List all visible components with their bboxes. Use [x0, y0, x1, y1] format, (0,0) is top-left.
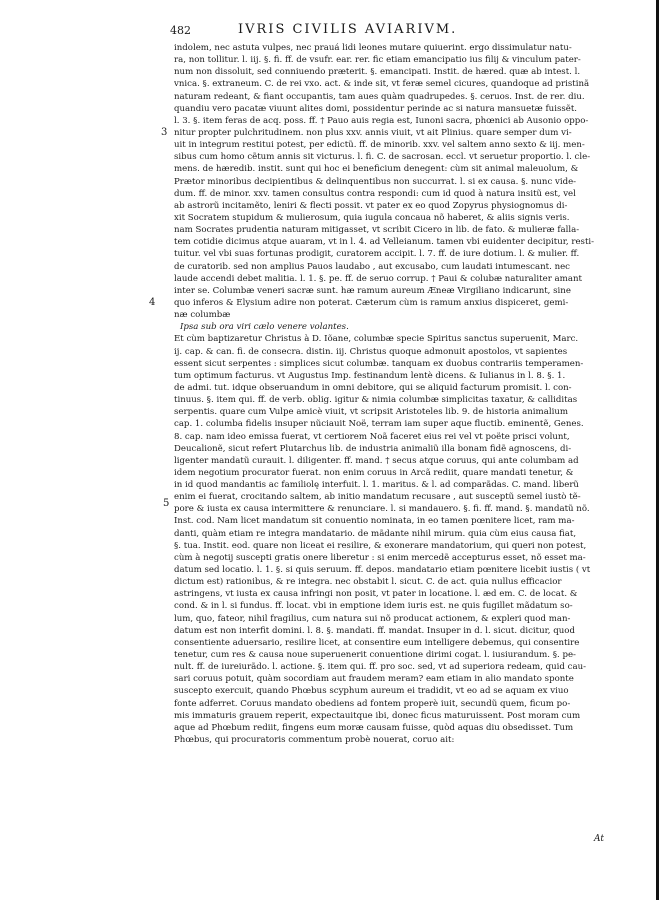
- page-number: 482: [170, 24, 191, 37]
- body-line: cùm à negotij suscepti gratis onere liberetur : si enim mercedẽ accepturus esset, nõ esset ma-: [174, 552, 586, 563]
- body-line: xit Socratem stupidum & mulierosum, quia iugula concaua nõ haberet, & aliis signis veris.: [174, 212, 570, 223]
- body-line: Et cùm baptizaretur Christus à D. Iõane, columbæ specie Spiritus sanctus superuenit, Marc.: [174, 334, 579, 345]
- body-line: num non dissoluit, sed conniuendo præterit. §. emancipati. Instit. de hæred. quæ ab intest. l.: [174, 67, 581, 78]
- body-line: 8. cap. nam ideo emissa fuerat, vt certiorem Noã faceret eius rei vel vt poëte prisci volunt,: [174, 431, 570, 442]
- body-line: danti, quàm etiam re integra mandatario. de mãdante nihil mirum. quia cùm eius causa fiat,: [174, 528, 577, 539]
- body-line: suscepto exercuit, quando Phœbus scyphum aureum ei tradidit, vt eo ad se aquam ex viuo: [174, 686, 569, 697]
- body-line: astringens, vt iusta ex causa infringi non posit, vt pater in locatione. l. æd em. C. de locat. &: [174, 589, 578, 600]
- catchword: At: [594, 834, 604, 844]
- body-line: sibus cum homo cẽtum annis sit victurus. l. fi. C. de sacrosan. eccl. vt seruetur proportio. l. cle-: [174, 152, 591, 163]
- body-line: essent sicut serpentes : simplices sicut columbæ. tanquam ex duobus contrariis temperamen-: [174, 358, 584, 369]
- body-line: cond. & in l. si fundus. ff. locat. vbi in emptione idem iuris est. ne quis fugillet mãdatum so-: [174, 601, 573, 612]
- body-line: aque ad Phœbum rediit, fingens eum moræ causam fuisse, quòd aquas diu obsedisset. Tum: [174, 722, 574, 733]
- body-line: nam Socrates prudentia naturam mitigasset, vt scribit Cicero in lib. de fato. & mulieræ falla-: [174, 225, 580, 236]
- verse-quotation: Ipsa sub ora viri cælo venere volantes.: [180, 322, 349, 333]
- body-line: tinuus. §. item qui. ff. de verb. oblig. igitur & nimia columbæ simplicitas taxatur, & calliditas: [174, 395, 578, 406]
- body-line: sari coruus potuit, quàm socordiam aut fraudem meram? eam etiam in alio mandato sponte: [174, 674, 574, 685]
- body-line: ligenter mandatũ curauit. l. diligenter. ff. mand. † secus atque coruus, qui ante columbam ad: [174, 455, 579, 466]
- margin-note-4: 4: [149, 297, 156, 308]
- body-line: nitur propter pulchritudinem. non plus xxv. annis viuit, vt ait Plinius. quare semper dum vi-: [174, 127, 572, 138]
- margin-note-5: 5: [163, 498, 170, 509]
- body-line: consentiente aduersario, resilire licet, at consentire eum intelligere debemus, qui consentire: [174, 637, 580, 648]
- body-line: uit in integrum restitui potest, per edictũ. ff. de minorib. xxv. vel saltem anno sexto & iij. men-: [174, 140, 585, 151]
- body-line: in id quod mandantis ac familiolę interfuit. l. 1. maritus. & l. ad comparãdas. C. mand. liberũ: [174, 480, 579, 491]
- body-line: Deucalionẽ, sicut refert Plutarchus lib. de industria animaliũ illa bonam fidẽ agnoscens, di-: [174, 443, 572, 454]
- body-line: inter se. Columbæ veneri sacræ sunt. hæ ramum aureum Æneæ Virgiliano indicarunt, sine: [174, 285, 571, 296]
- body-line: tuitur. vel vbi suas fortunas prodigit, curatorem accipit. l. 7. ff. de iure dotium. l. & mulier. ff.: [174, 249, 580, 260]
- body-line: fonte adferret. Coruus mandato obediens ad fontem properè iuit, secundũ quem, ficum po-: [174, 698, 571, 709]
- body-line: dum. ff. de minor. xxv. tamen consultus contra respondi: cum id quod à natura insitũ est, vel: [174, 188, 576, 199]
- margin-note-3: 3: [161, 127, 168, 138]
- body-line: ab astrorũ incitamẽto, leniri & flecti possit. vt pater ex eo quod Zopyrus physiognomus di-: [174, 200, 568, 211]
- body-line: laude accendi debet malitia. l. 1. §. pe. ff. de seruo corrup. † Paui & colubæ naturaliter amant: [174, 273, 582, 284]
- body-line: dictum est) rationibus, & re integra. nec obstabit l. sicut. C. de act. quia nullus efficacior: [174, 577, 562, 588]
- body-line: ij. cap. & can. fi. de consecra. distin. iij. Christus quoque admonuit apostolos, vt sapientes: [174, 346, 568, 357]
- running-title: IVRIS CIVILIS AVIARIVM.: [238, 22, 458, 37]
- body-line: mens. de hæredib. instit. sunt qui hoc ei beneficium denegent: cùm sit animal maleuolum, &: [174, 164, 579, 175]
- body-line: Phœbus, qui procuratoris commentum probè nouerat, coruo ait:: [174, 735, 455, 746]
- body-line: nult. ff. de iureiurãdo. l. actione. §. item qui. ff. pro soc. sed, vt ad superiora redeam, quid cau-: [174, 662, 587, 673]
- text-block: [174, 42, 612, 746]
- body-line: quandiu vero pacatæ viuunt alites domi, possidentur perinde ac si natura mansuetæ fuissẽt.: [174, 103, 578, 114]
- body-line: §. tua. Instit. eod. quare non liceat ei resilire, & exonerare mandatorium, qui queri non potest,: [174, 540, 587, 551]
- body-line: Prætor minoribus decipientibus & delinquentibus non succurrat. l. si ex causa. §. nunc vide-: [174, 176, 577, 187]
- body-line: de admi. tut. idque obseruandum in omni debitore, qui se aliquid facturum promisit. l. con-: [174, 382, 572, 393]
- body-line: tum optimum facturus. vt Augustus Imp. festinandum lentè dicens. & Iulianus in l. 8. §. 1.: [174, 370, 566, 381]
- body-line: cap. 1. columba fidelis insuper nũciauit Noë, terram iam super aque fluctib. eminentẽ, Genes.: [174, 419, 584, 430]
- body-line: idem negotium procurator fuerat. non enim coruus in Arcã rediit, quare mandati tenetur, &: [174, 467, 574, 478]
- body-line: l. 3. §. item feras de acq. poss. ff. † Pauo auis regia est, Iunoni sacra, phœnici ab Ausonio oppo-: [174, 115, 589, 126]
- body-line: datum est non interfit domini. l. 8. §. mandati. ff. mandat. Insuper in d. l. sicut. dicitur, quod: [174, 625, 575, 636]
- body-line: quo inferos & Elysium adire non poterat. Cæterum cùm is ramum anxius dispiceret, gemi-: [174, 297, 569, 308]
- body-line: pore & iusta ex causa intermittere & renunciare. l. si mandauero. §. fi. ff. mand. §. mandatũ nõ.: [174, 504, 590, 515]
- body-line: næ columbæ: [174, 310, 231, 321]
- body-line: indolem, nec astuta vulpes, nec prauá lidi leones mutare quiuerint. ergo dissimulatur natu-: [174, 43, 572, 53]
- body-line: de curatorib. sed non amplius Pauos laudabo , aut excusabo, cum laudati intumescant. nec: [174, 261, 570, 272]
- body-line: tem cotidie dicimus atque auaram, vt in l. 4. ad Velleianum. tamen vbi euidenter decipitur, resti-: [174, 237, 595, 248]
- body-line: serpentis. quare cum Vulpe amicè viuit, vt scripsit Aristoteles lib. 9. de historia animalium: [174, 407, 569, 418]
- body-line: tenetur, cum res & causa noue superuenerit conuentione dirimi cogat. l. iusiurandum. §. pe-: [174, 650, 576, 661]
- body-line: lum, quo, fateor, nihil fragilius, cum natura sui nõ producat actionem, & expleri quod man-: [174, 613, 571, 624]
- body-line: enim ei fuerat, crocitando saltem, ab initio mandatum recusare , aut susceptũ semel iustò tẽ-: [174, 492, 581, 503]
- body-line: mis immaturis grauem reperit, expectauitque ibi, donec ficus maturuissent. Post moram cum: [174, 710, 581, 721]
- body-line: datum sed locatio. l. 1. §. si quis seruum. ff. depos. mandatario etiam pœnitere licebit iustis ( vt: [174, 565, 591, 576]
- body-line: naturam redeant, & fiant occupantis, tam aues quàm quadrupedes. §. ceruos. Inst. de rer. diu.: [174, 91, 585, 102]
- body-line: vnica. §. extraneum. C. de rei vxo. act. & inde sit, vt feræ semel cicures, quandoque ad pristinã: [174, 79, 590, 90]
- body-line: ra, non tollitur. l. iij. §. fi. ff. de vsufr. ear. rer. fic etiam emancipatio ius filij & vinculum pater-: [174, 55, 581, 66]
- body-line: Inst. cod. Nam licet mandatum sit conuentio nominata, in eo tamen pœnitere licet, ram ma-: [174, 516, 575, 527]
